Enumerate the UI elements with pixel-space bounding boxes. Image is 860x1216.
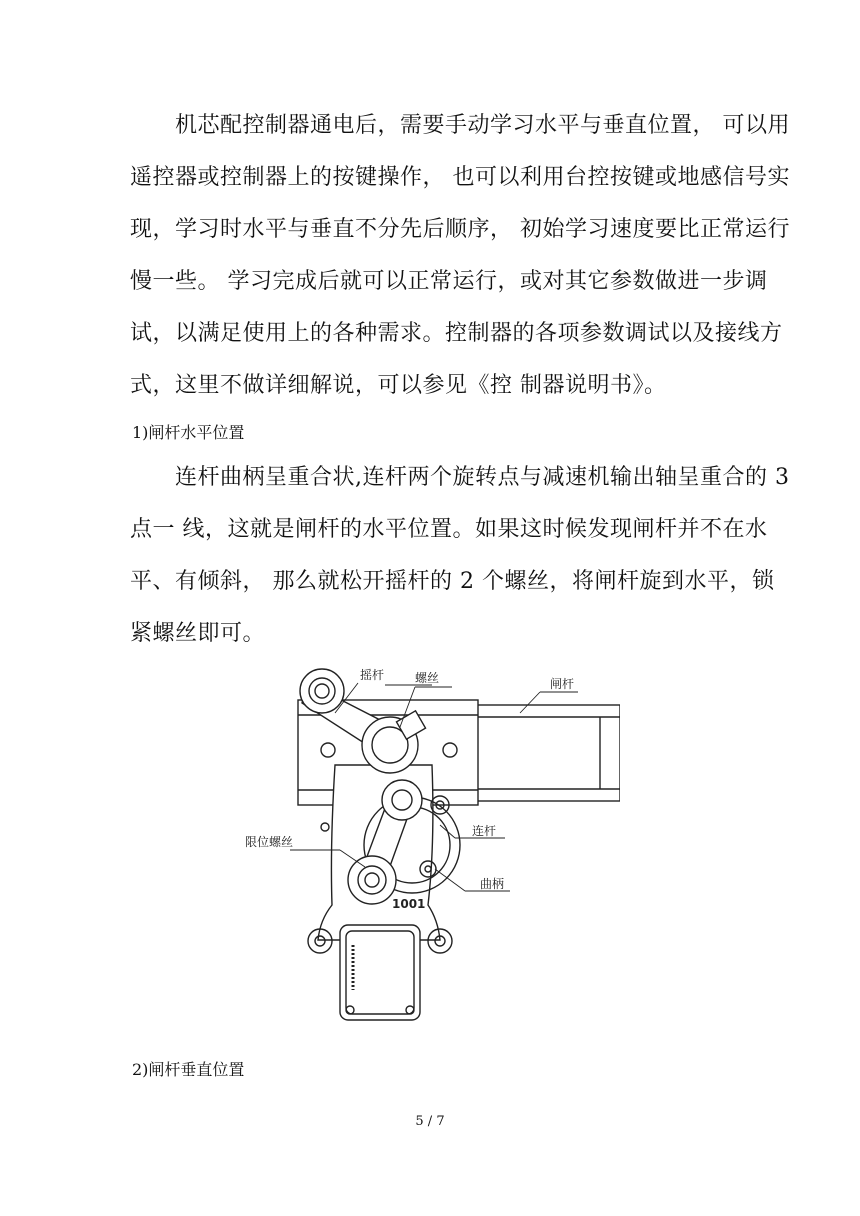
motor-drawing	[340, 925, 420, 1020]
label-crank: 曲柄	[480, 877, 505, 891]
stamp-label: 1001	[392, 897, 426, 911]
paragraph-line: 试，以满足使用上的各种需求。控制器的各项参数调试以及接线方	[130, 321, 783, 346]
page-number: 5 / 7	[415, 1114, 445, 1129]
paragraph-line: 点一 线，这就是闸杆的水平位置。如果这时候发现闸杆并不在水	[130, 517, 768, 542]
paragraph-horizontal-position	[130, 452, 790, 660]
paragraph-line: 连杆曲柄呈重合状,连杆两个旋转点与减速机输出轴呈重合的 3	[130, 465, 790, 490]
mechanism-diagram	[240, 655, 620, 1035]
section-heading-horizontal: 1)闸杆水平位置	[132, 423, 245, 442]
label-gate-arm: 闸杆	[550, 677, 575, 691]
paragraph-line: 机芯配控制器通电后，需要手动学习水平与垂直位置， 可以用	[130, 113, 790, 138]
paragraph-line: 慢一些。 学习完成后就可以正常运行，或对其它参数做进一步调	[130, 269, 768, 294]
section-heading-vertical: 2)闸杆垂直位置	[132, 1060, 245, 1079]
paragraph-line: 现，学习时水平与垂直不分先后顺序， 初始学习速度要比正常运行	[130, 217, 790, 242]
paragraph-learning-position	[130, 100, 790, 412]
label-limit-screw: 限位螺丝	[245, 835, 294, 849]
paragraph-line: 式，这里不做详细解说，可以参见《控 制器说明书》。	[130, 373, 667, 398]
label-rocker: 摇杆	[360, 668, 385, 682]
label-connecting-rod: 连杆	[472, 824, 497, 838]
paragraph-line: 遥控器或控制器上的按键操作， 也可以利用台控按键或地感信号实	[130, 165, 790, 190]
paragraph-line: 紧螺丝即可。	[130, 621, 266, 646]
label-screw: 螺丝	[415, 671, 440, 685]
paragraph-line: 平、有倾斜， 那么就松开摇杆的 2 个螺丝，将闸杆旋到水平，锁	[130, 569, 775, 594]
